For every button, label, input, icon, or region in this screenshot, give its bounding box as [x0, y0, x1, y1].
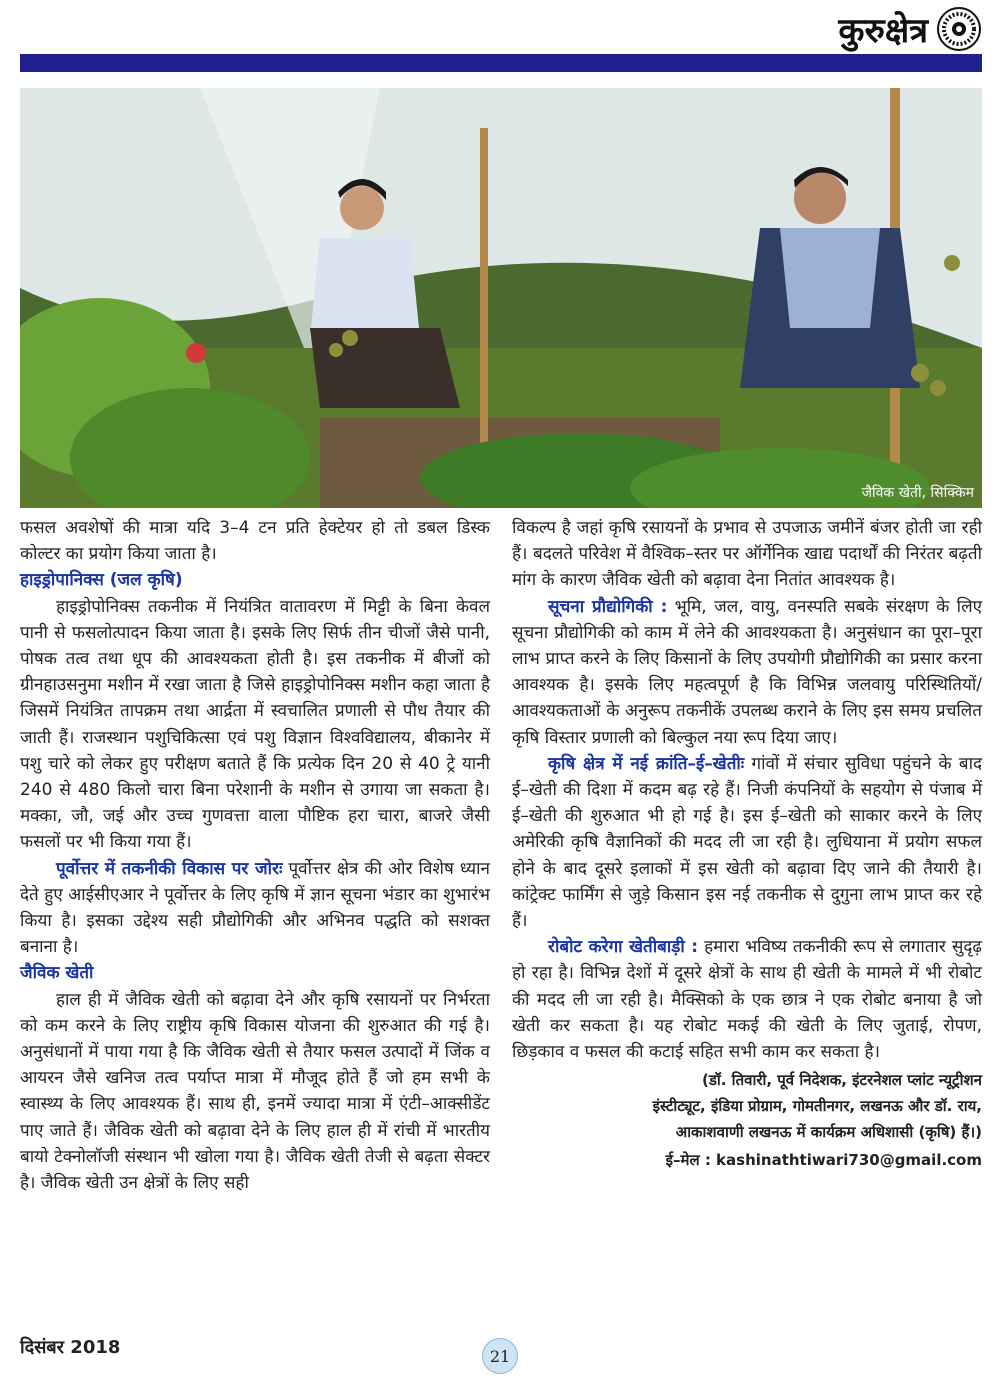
issue-date: दिसंबर 2018	[20, 1337, 121, 1358]
left-column	[20, 515, 490, 1196]
paragraph-text: भूमि, जल, वायु, वनस्पति सबके संरक्षण के लिए सूचना प्रौद्योगिकी को काम में लेने की आवश्यकता है। अनुसंधान का पूरा–पूरा लाभ प्राप्त करने के लिए किसानों के लिए उपयोगी प्रौद्योगिकी का प्रसार करना आवश्यक है। इसके लिए महत्वपूर्ण है कि विभिन्न जलवायु परिस्थितियों/आवश्यकताओं के अनुरूप तकनीकें उपलब्ध कराने के लिए इस समय प्रचलित कृषि विस्तार प्रणाली को बिल्कुल नया रूप दिया जाए।	[512, 596, 982, 748]
section-heading-ekheti: कृषि क्षेत्र में नई क्रांति–ई–खेतीः	[548, 753, 745, 774]
page-number: 21	[482, 1338, 518, 1374]
author-line: (डॉ. तिवारी, पूर्व निदेशक, इंटरनेशल प्लांट न्यूट्रीशन	[702, 1071, 982, 1090]
author-line: आकाशवाणी लखनऊ में कार्यक्रम अधिशासी (कृषि) हैं।)	[675, 1123, 982, 1142]
author-email: ई–मेल : kashinathtiwari730@gmail.com	[665, 1151, 982, 1170]
section-heading-it: सूचना प्रौद्योगिकी :	[548, 596, 668, 617]
author-line: इंस्टीट्यूट, इंडिया प्रोग्राम, गोमतीनगर, लखनऊ और डॉ. राय,	[652, 1097, 982, 1116]
paragraph: फसल अवशेषों की मात्रा यदि 3–4 टन प्रति हेक्टेयर हो तो डबल डिस्क कोल्टर का प्रयोग किया जाता है।	[20, 518, 490, 565]
paragraph-text: हमारा भविष्य तकनीकी रूप से लगातार सुदृढ़ हो रहा है। विभिन्न देशों में दूसरे क्षेत्रों के साथ ही खेती के मामले में भी रोबोट की मदद ली जा रही है। मैक्सिको के एक छात्र ने एक रोबोट बनाया है जो खेती कर सकता है। यह रोबोट मकई की खेती के लिए जुताई, रोपण, छिड़काव व फसल की कटाई सहित सभी काम कर सकता है।	[512, 937, 983, 1063]
article-photo	[20, 88, 982, 508]
paragraph: हाल ही में जैविक खेती को बढ़ावा देने और कृषि रसायनों पर निर्भरता को कम करने के लिए राष्ट्रीय कृषि विकास योजना की शुरुआत की गई है। अनुसंधानों में पाया गया है कि जैविक खेती से तैयार फसल उत्पादों में जिंक व आयरन जैसे खनिज तत्व पर्याप्त मात्रा में मौजूद होते हैं जो हम सभी के स्वास्थ्य के लिए आवश्यक हैं। साथ ही, इनमें ज्यादा मात्रा में एंटी–आक्सीडेंट पाए जाते हैं। जैविक खेती को बढ़ावा देने के लिए हाल ही में रांची में भारतीय बायो टेक्नोलॉजी संस्थान भी खोला गया है। जैविक खेती तेजी से बढ़ता सेक्टर है। जैविक खेती उन क्षेत्रों के लिए सही	[20, 989, 490, 1194]
paragraph-robot	[512, 934, 982, 1065]
paragraph-it	[512, 594, 982, 751]
section-heading-robot: रोबोट करेगा खेतीबाड़ी :	[548, 937, 699, 958]
section-heading-organic: जैविक खेती	[20, 963, 94, 984]
magazine-title: कुरुक्षेत्र	[838, 11, 928, 51]
paragraph-text: पूर्वोत्तर क्षेत्र की ओर विशेष ध्यान देते हुए आईसीएआर ने पूर्वोत्तर के लिए कृषि में ज्ञान सूचना भंडार का शुभारंभ किया है। इसका उद्देश्य सही प्रौद्योगिकी और अभिनव पद्धति को सशक्त बनाना है।	[20, 858, 490, 958]
paragraph-text: गांवों में संचार सुविधा पहुंचने के बाद ई–खेती की दिशा में कदम बढ़ रहे हैं। निजी कंपनियों के सहयोग से पंजाब में ई–खेती की शुरुआत भी हो गई है। इस ई–खेती को साकार करने के लिए अमेरिकी कृषि वैज्ञानिकों की मदद ली जा रही है। लुधियाना में प्रयोग सफल होने के बाद दूसरे इलाकों में इस खेती को बढ़ावा दिए जाने की तैयारी है। कांट्रेक्ट फार्मिंग से जुड़े किसान इस नई तकनीक से दुगुना लाभ प्राप्त कर रहे हैं।	[512, 753, 982, 932]
paragraph-ekheti	[512, 751, 982, 934]
greenhouse-photo-illustration	[20, 88, 982, 508]
paragraph: विकल्प है जहां कृषि रसायनों के प्रभाव से उपजाऊ जमीनें बंजर होती जा रही हैं। बदलते परिवेश में वैश्विक–स्तर पर ऑर्गेनिक खाद्य पदार्थों की निरंतर बढ़ती मांग के कारण जैविक खेती को बढ़ावा देना नितांत आवश्यक है।	[512, 518, 982, 591]
header-rule	[20, 54, 982, 72]
right-column	[512, 515, 982, 1173]
section-heading-hydroponics: हाइड्रोपानिक्स (जल कृषि)	[20, 570, 183, 591]
author-note	[512, 1067, 982, 1145]
section-heading-northeast: पूर्वोत्तर में तकनीकी विकास पर जोरः	[56, 858, 283, 879]
masthead	[838, 6, 982, 52]
paragraph: हाइड्रोपोनिक्स तकनीक में नियंत्रित वातावरण में मिट्टी के बिना केवल पानी से फसलोत्पादन किया जाता है। इसके लिए सिर्फ तीन चीजों जैसे पानी, पोषक तत्व तथा धूप की आवश्यकता होती है। इस तकनीक में बीजों को ग्रीनहाउसनुमा मशीन में रखा जाता है जिसे हाइड्रोपोनिक्स मशीन कहा जाता है जिसमें नियंत्रित तापक्रम तथा आर्द्रता में स्वचालित प्रणाली से पौध तैयार की जाती हैं। राजस्थान पशुचिकित्सा एवं पशु विज्ञान विश्वविद्यालय, बीकानेर में पशु चारे को लेकर हुए परीक्षण बताते हैं कि प्रत्येक दिन 20 से 40 ट्रे यानी 240 से 480 किलो चारा बिना परेशानी के मशीन से उगाया जा सकता है। मक्का, जौ, जई और उच्च गुणवत्ता वाला पौष्टिक हरा चारा, बाजरे जैसी फसलों पर भी किया गया हैं।	[20, 596, 490, 853]
magazine-emblem-icon	[936, 6, 982, 52]
paragraph-northeast	[20, 856, 490, 961]
photo-caption: जैविक खेती, सिक्किम	[861, 485, 974, 501]
